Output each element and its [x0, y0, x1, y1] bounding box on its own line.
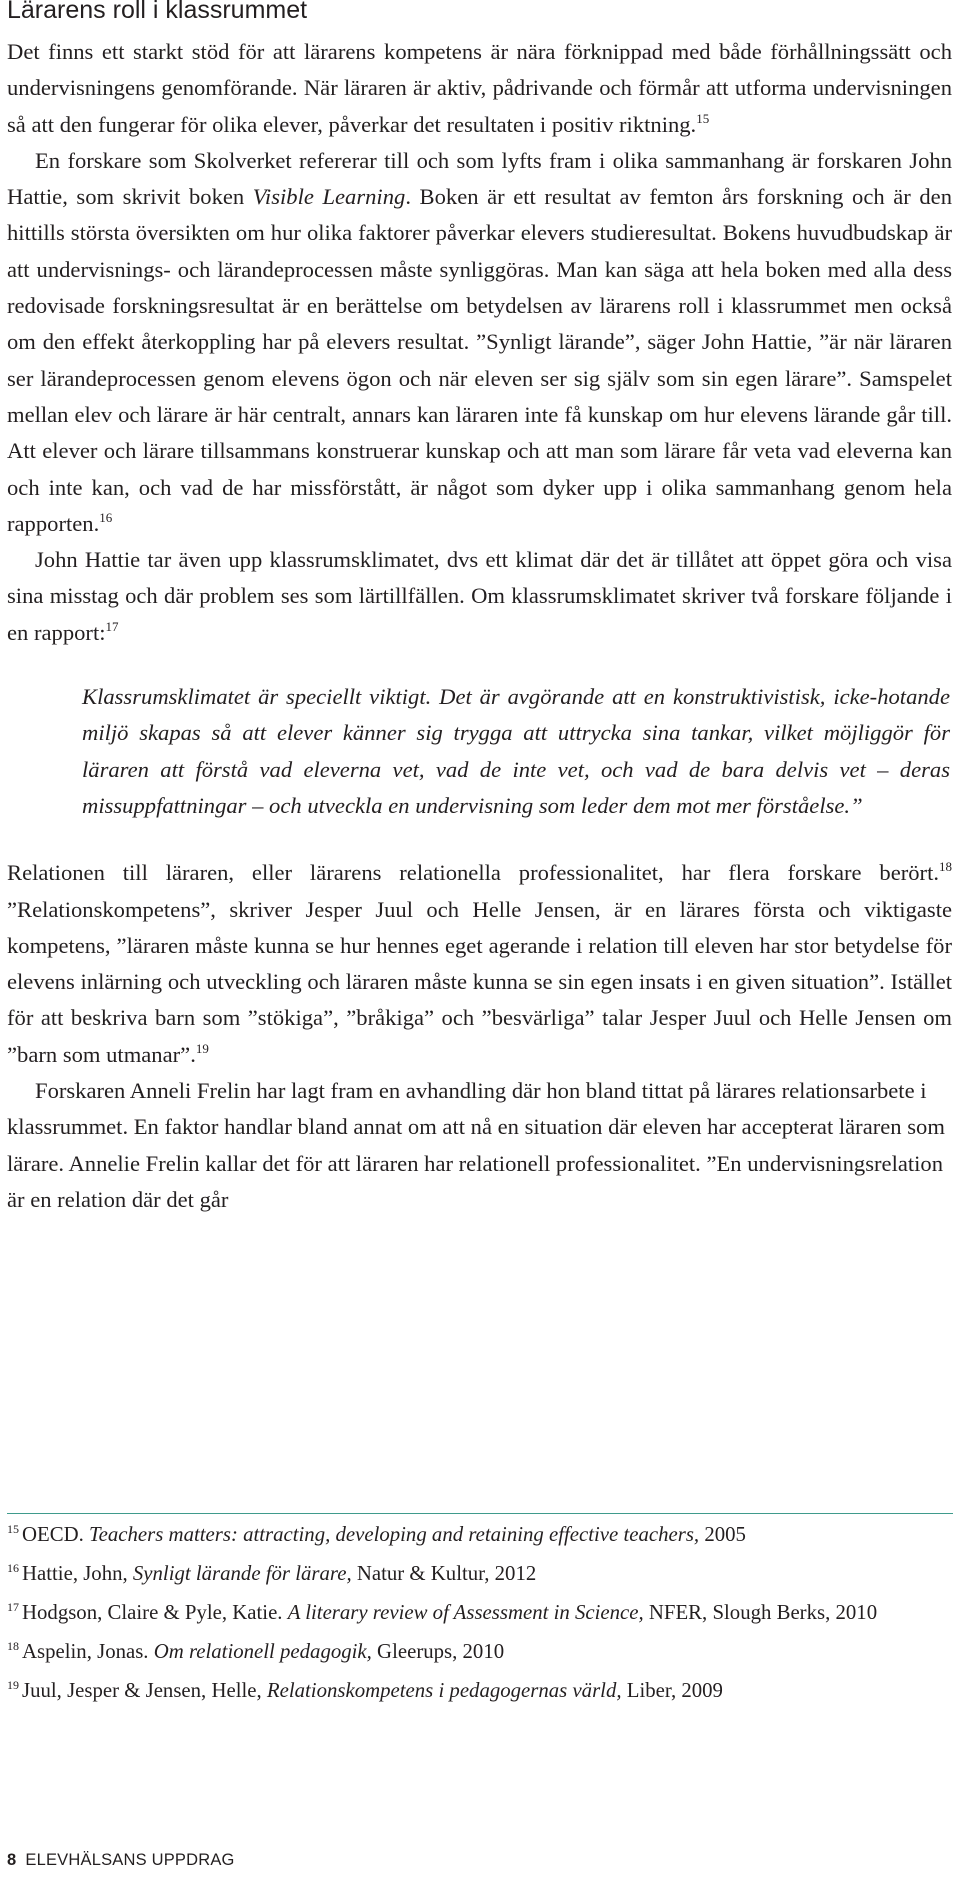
footnote-divider: [7, 1513, 953, 1514]
paragraph-1-text: Det finns ett starkt stöd för att lärarens kompetens är nära förknippad med både förhållningssätt och undervisningens genomförande. När läraren är aktiv, pådrivande och förmår att utforma undervisningen så att den fungerar för olika elever, påverkar det resultaten i positiv riktning.: [7, 39, 952, 137]
paragraph-2: [7, 143, 952, 542]
footnote-title: Synligt lärande för lärare,: [132, 1562, 352, 1585]
footnote-author: Hodgson, Claire & Pyle, Katie.: [22, 1601, 288, 1624]
body-text: [7, 34, 952, 1218]
footnote-title: Om relationell pedagogik,: [153, 1640, 372, 1663]
footnote-ref-16[interactable]: 16: [99, 509, 113, 525]
paragraph-5: Forskaren Anneli Frelin har lagt fram en avhandling där hon bland tittat på lärares relationsarbete i klassrummet. En faktor handlar bland annat om att nå en situation där eleven har accepterat läraren som lärare. Annelie Frelin kallar det för att läraren har relationell professionalitet. ”En undervisningsrelation är en relation där det går: [7, 1078, 945, 1212]
footnote-title: A literary review of Assessment in Science,: [287, 1601, 644, 1624]
section-heading: Lärarens roll i klassrummet: [7, 0, 308, 24]
footnote-number: 15: [7, 1522, 19, 1536]
footnote-title: Relationskompetens i pedagogernas värld,: [266, 1679, 622, 1702]
page-footer: [7, 1850, 235, 1870]
footnote-number: 18: [7, 1639, 19, 1653]
block-quote: Klassrumsklimatet är speciellt viktigt. Det är avgörande att en konstruktivistisk, icke-hotande miljö skapas så att elever känner sig trygga att uttrycka sina tankar, vilket möjliggör för läraren att förstå vad eleverna vet, vad de inte vet, och vad de bara delvis vet – deras missuppfattningar – och utveckla en undervisning som leder dem mot mer förståelse.”: [82, 684, 950, 818]
footnote-publisher: Liber, 2009: [621, 1679, 723, 1702]
footnote: [7, 1522, 907, 1549]
book-title: Visible Learning: [252, 184, 406, 210]
footnote-author: OECD.: [22, 1523, 90, 1546]
paragraph-3-text: John Hattie tar även upp klassrumsklimatet, dvs ett klimat där det är tillåtet att öppet göra och visa sina misstag och där problem ses som lärtillfällen. Om klassrumsklimatet skriver två forskare följande i en rapport:: [7, 547, 952, 645]
footnote-number: 17: [7, 1600, 19, 1614]
footnote-ref-18[interactable]: 18: [939, 859, 952, 875]
paragraph-4: [7, 855, 952, 1073]
footnotes: [7, 1522, 907, 1717]
footnote-number: 19: [7, 1678, 19, 1692]
footnote: [7, 1639, 907, 1666]
paragraph-3: [7, 542, 952, 651]
footnote-author: Aspelin, Jonas.: [22, 1640, 154, 1663]
footnote: [7, 1600, 907, 1627]
footnote-number: 16: [7, 1561, 19, 1575]
footnote-title: Teachers matters: attracting, developing and retaining effective teachers,: [89, 1523, 700, 1546]
footnote-publisher: Gleerups, 2010: [371, 1640, 505, 1663]
paragraph-2-text-b: . Boken är ett resultat av femton års forskning och är den hittills största översikten om hur olika faktorer påverkar elevers studieresultat. Bokens huvudbudskap är att undervisnings- och lärandeprocessen måste synliggöras. Man kan säga att hela boken med alla dess redovisade forskningsresultat är en berättelse om betydelsen av lärarens roll i klassrummet men också om den effekt återkoppling har på elevers resultat. ”Synligt lärande”, säger John Hattie, ”är när läraren ser lärandeprocessen genom elevens ögon och när eleven ser sig själv som sin egen lärare”. Samspelet mellan elev och lärare är här centralt, annars kan läraren inte få kunskap om hur elevens lärande går till. Att elever och lärare tillsammans konstruerar kunskap och att man som lärare får veta vad eleverna kan och inte kan, och vad de har missförstått, är något som dyker upp i olika sammanhang genom hela rapporten.: [7, 184, 952, 536]
paragraph-1: [7, 34, 952, 143]
footnote-publisher: NFER, Slough Berks, 2010: [643, 1601, 878, 1624]
footnote: [7, 1678, 907, 1705]
footnote-publisher: Natur & Kultur, 2012: [351, 1562, 537, 1585]
paragraph-4-text-b: ”Relationskompetens”, skriver Jesper Juul och Helle Jensen, är en lärares första och viktigaste kompetens, ”läraren måste kunna se hur hennes eget agerande i relation till eleven har stor betydelse för elevens inlärning och utveckling och läraren måste kunna se sin egen insats i en given situation”. Istället för att beskriva barn som ”stökiga”, ”bråkiga” och ”besvärliga” talar Jesper Juul och Helle Jensen om ”barn som utmanar”.: [7, 896, 952, 1067]
footnote-author: Juul, Jesper & Jensen, Helle,: [22, 1679, 267, 1702]
footnote-ref-15[interactable]: 15: [696, 110, 710, 126]
footnote-ref-19[interactable]: 19: [195, 1040, 209, 1056]
paragraph-4-text-a: Relationen till läraren, eller lärarens relationella professionalitet, har flera forskare berört.: [7, 860, 939, 886]
footnote: [7, 1561, 907, 1588]
paragraph-2-text-a: En forskare som Skolverket refererar till och som lyfts fram i olika sammanhang är forskaren John Hattie, som skrivit boken: [7, 147, 952, 210]
footnote-ref-17[interactable]: 17: [105, 618, 119, 634]
running-footer: ELEVHÄLSANS UPPDRAG: [25, 1851, 235, 1869]
footnote-author: Hattie, John,: [22, 1562, 133, 1585]
footnote-publisher: 2005: [699, 1523, 746, 1546]
page-number: 8: [7, 1851, 17, 1869]
